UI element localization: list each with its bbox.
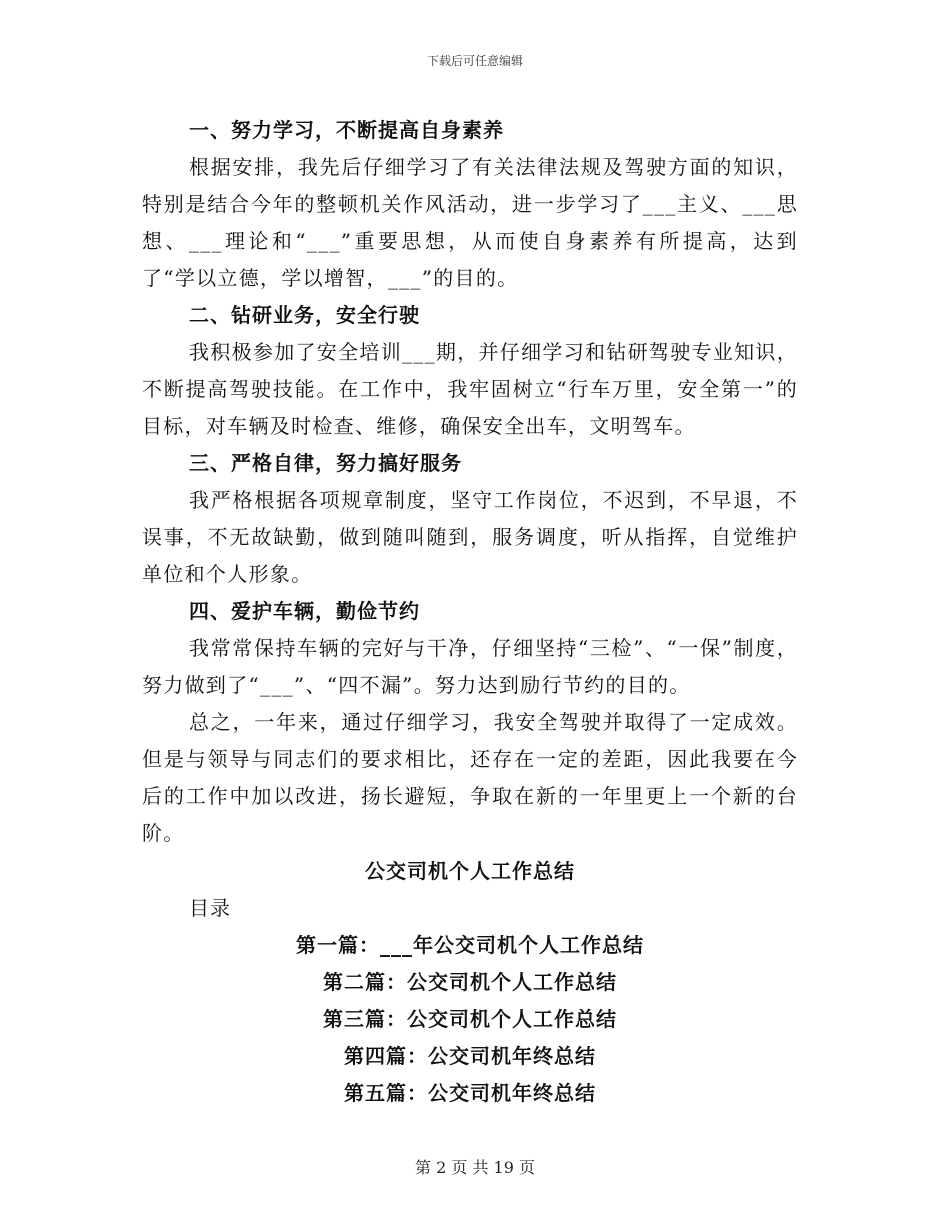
toc-item: 第四篇：公交司机年终总结 (344, 1044, 596, 1068)
toc-label: 目录 (189, 896, 231, 920)
toc-item: 第五篇：公交司机年终总结 (344, 1081, 596, 1105)
section-heading: 一、努力学习，不断提高自身素养 (189, 118, 504, 142)
toc-item: 第二篇：公交司机个人工作总结 (323, 970, 617, 994)
section-2 (142, 297, 798, 445)
section-paragraph: 根据安排，我先后仔细学习了有关法律法规及驾驶方面的知识，特别是结合今年的整顿机关作风活动，进一步学习了___主义、___思想、___理论和“___”重要思想，从而使自身素养有所提高，达到了“学以立德，学以增智，___”的目的。 (142, 155, 798, 290)
conclusion-paragraph: 总之，一年来，通过仔细学习，我安全驾驶并取得了一定成效。但是与领导与同志们的要求相比，还存在一定的差距，因此我要在今后的工作中加以改进，扬长避短，争取在新的一年里更上一个新的台阶。 (142, 710, 798, 845)
section-1 (142, 112, 798, 297)
page-footer: 第 2 页 共 19 页 (415, 1158, 535, 1177)
section-heading: 二、钻研业务，安全行驶 (189, 303, 420, 327)
section-heading: 三、严格自律，努力搞好服务 (189, 451, 462, 475)
toc-item: 第三篇：公交司机个人工作总结 (323, 1007, 617, 1031)
toc-item: 第一篇：___年公交司机个人工作总结 (296, 933, 644, 957)
table-of-contents (142, 927, 798, 1112)
document-title: 公交司机个人工作总结 (365, 859, 575, 883)
section-paragraph: 我积极参加了安全培训___期，并仔细学习和钻研驾驶专业知识，不断提高驾驶技能。在工作中，我牢固树立“行车万里，安全第一”的目标，对车辆及时检查、维修，确保安全出车，文明驾车。 (142, 340, 798, 438)
section-3 (142, 445, 798, 593)
page-header: 下载后可任意编辑 (426, 54, 523, 68)
section-paragraph: 我严格根据各项规章制度，坚守工作岗位，不迟到，不早退，不误事，不无故缺勤，做到随叫随到，服务调度，听从指挥，自觉维护单位和个人形象。 (142, 488, 798, 586)
section-heading: 四、爱护车辆，勤俭节约 (189, 599, 420, 623)
document-body (142, 112, 798, 1112)
section-paragraph: 我常常保持车辆的完好与干净，仔细坚持“三检”、“一保”制度，努力做到了“___”、“四不漏”。努力达到励行节约的目的。 (142, 636, 798, 697)
section-4 (142, 593, 798, 704)
